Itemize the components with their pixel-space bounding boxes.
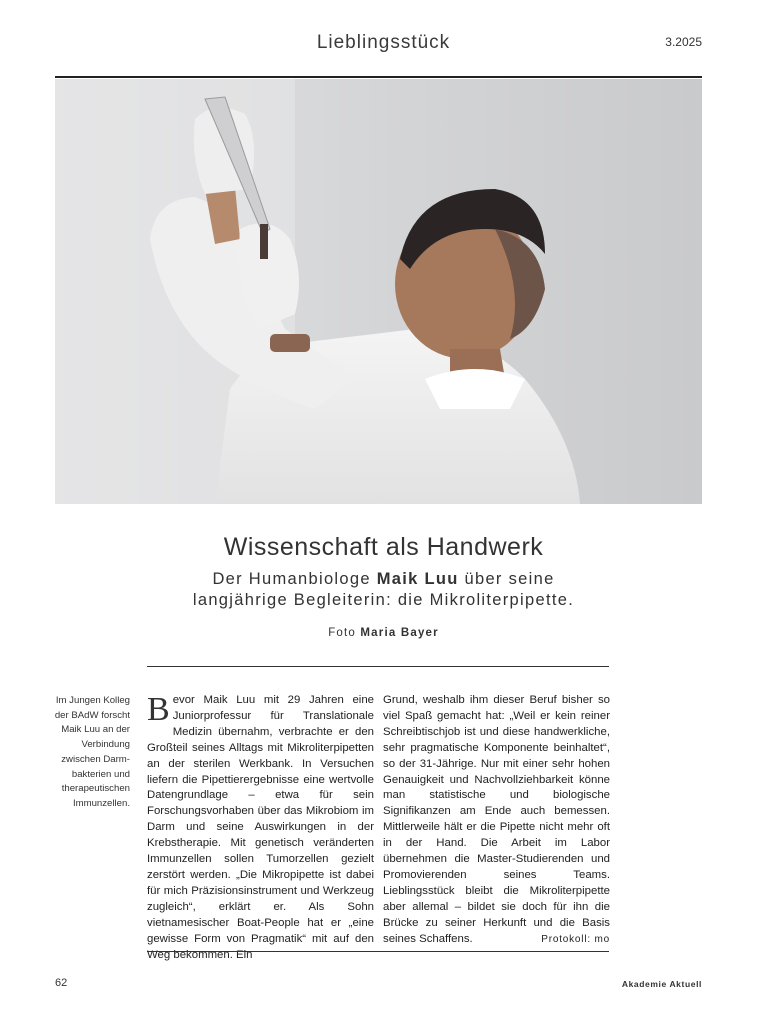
subline-line2: langjährige Begleiterin: die Mikroliterpipette.	[192, 591, 575, 609]
subline-part2: über seine	[458, 570, 555, 588]
subject-name: Maik Luu	[376, 570, 459, 588]
protocol-credit: Protokoll: mo	[541, 933, 610, 945]
column-2-text: Grund, weshalb ihm dieser Beruf bisher so viel Spaß gemacht hat: „Weil er kein reiner Schreibtischjob ist und diese handwerkliche, sehr pragmatische Komponente beinhaltet“, so der 31-Jährige. Nur mit einer sehr hohen Genauigkeit und Nachvollziehbarkeit könne man statistische und biologische Signifikanzen am Ende auch bemessen. Mittlerweile hält er die Pipette nicht mehr oft in der Hand. Die Arbeit im Labor übernehmen die Master-Studierenden und Promovierenden seines Teams. Lieblingsstück bleibt die Mikroliterpipette aber allemal – bildet sie doch für ihn die Brücke zu seiner Herkunft und die Basis seines Schaffens.	[383, 694, 610, 945]
column-1-text: evor Maik Luu mit 29 Jahren eine Juniorprofessur für Translationale Medizin übernahm, verbrachte er den Großteil seines Alltags mit Mikroliterpipetten an der sterilen Werkbank. In Versuchen liefern die Pipettierergebnisse eine wertvolle Datengrundlage – etwa für sein Forschungsvorhaben über das Mikrobiom im Darm und seine Auswirkungen in der Krebstherapie. Mit genetisch veränderten Immunzellen sollen Tumorzellen gezielt zerstört werden. „Die Mikropipette ist dabei für mich Präzisionsinstrument und Werkzeug zugleich“, erklärt er. Als Sohn vietnamesischer Boat-People hat er „eine gewisse Form von Pragmatik“ mit auf den Weg bekommen. Ein	[147, 694, 374, 961]
subline-part1: Der Humanbiologe	[212, 570, 377, 588]
body-column-2	[383, 693, 610, 948]
issue-number: 3.2025	[665, 35, 702, 49]
headline: Wissenschaft als Handwerk	[223, 533, 544, 561]
page-number: 62	[55, 977, 68, 989]
photographer-name: Maria Bayer	[360, 627, 439, 639]
article-bottom-divider	[147, 951, 609, 952]
margin-caption: Im Jungen Kolleg der BAdW forscht Maik Luu an der Verbindung zwischen Darm-bakterien und therapeutischen Immunzellen.	[54, 695, 130, 809]
drop-cap: B	[147, 691, 170, 728]
magazine-name: Akademie Aktuell	[621, 979, 702, 989]
subheadline	[0, 569, 767, 611]
body-column-1	[147, 693, 374, 963]
article-top-divider	[147, 666, 609, 667]
photo-credit	[0, 627, 767, 639]
header-divider	[55, 76, 702, 78]
photo-label: Foto	[328, 627, 361, 639]
portrait-photo	[55, 79, 702, 504]
section-title: Lieblingsstück	[316, 32, 451, 53]
